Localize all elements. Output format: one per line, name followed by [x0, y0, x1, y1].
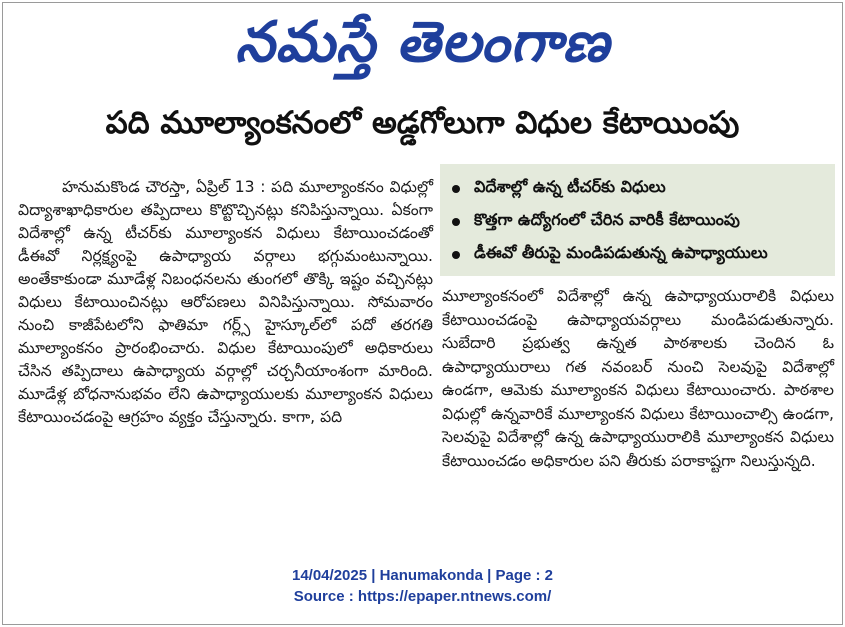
bullet-icon — [452, 251, 460, 259]
highlight-text: డీఈవో తీరుపై మండిపడుతున్న ఉపాధ్యాయులు — [474, 243, 768, 262]
bullet-icon — [452, 218, 460, 226]
highlight-item — [452, 238, 825, 271]
footer-meta: 14/04/2025 | Hanumakonda | Page : 2 — [291, 567, 553, 584]
masthead-logo: నమస్తే తెలంగాణ — [235, 10, 610, 75]
highlight-item — [452, 172, 825, 205]
highlights-box — [440, 164, 835, 276]
article-body-left — [18, 176, 433, 544]
article-headline: పది మూల్యాంకనంలో అడ్డగోలుగా విధుల కేటాయింపు — [105, 105, 740, 141]
footer-source-link[interactable]: Source : https://epaper.ntnews.com/ — [293, 588, 552, 605]
highlights-list — [452, 172, 825, 271]
article-paragraph-right: మూల్యాంకనంలో విదేశాల్లో ఉన్న ఉపాధ్యాయురాలికి విధులు కేటాయించడంపై ఉపాధ్యాయవర్గాలు మండిపడుతున్నారు. సుబేదారి ప్రభుత్వ ఉన్నత పాఠశాలకు చెందిన ఓ ఉపాధ్యాయురాలు గత నవంబర్ నుంచి సెలవుపై విదేశాల్లో ఉండగా, ఆమెకు మూల్యాంకన విధులు కేటాయించారు. పాఠశాల విధుల్లో ఉన్నవారికే మూల్యాంకన విధులు కేటాయించాల్సి ఉండగా, సెలవుపై విదేశాల్లో ఉన్న ఉపాధ్యాయురాలికి మూల్యాంకన విధులు కేటాయించడం అధికారుల పని తీరుకు పరాకాష్టగా నిలుస్తున్నది. — [442, 287, 834, 470]
article-body-right — [442, 285, 834, 541]
article-paragraph-left: హనుమకొండ చౌరస్తా, ఏప్రిల్ 13 : పది మూల్యాంకనం విధుల్లో విద్యాశాఖాధికారుల తప్పిదాలు కొట్టొచ్చినట్లు కనిపిస్తున్నాయి. ఏకంగా విదేశాల్లో ఉన్న టీచర్‌కు మూల్యాంకన విధులు కేటాయించడంతో డీఈవో నిర్లక్ష్యంపై ఉపాధ్యాయ వర్గాలు భగ్గుమంటున్నాయి. అంతేకాకుండా మూడేళ్ల నిబంధనలను తుంగలో తొక్కి ఇష్టం వచ్చినట్లు విధులు కేటాయించినట్లు ఆరోపణలు వినిపిస్తున్నాయి. సోమవారం నుంచి కాజీపేటలోని ఫాతిమా గర్ల్స్ హైస్కూల్‌లో పదో తరగతి మూల్యాంకనం ప్రారంభించారు. విధుల కేటాయింపులో అధికారులు చేసిన తప్పిదాలు ఉపాధ్యాయ వర్గాల్లో చర్చనీయాంశంగా మారింది. మూడేళ్ల బోధనానుభవం లేని ఉపాధ్యాయులకు మూల్యాంకన విధులు కేటాయించడంపై ఆగ్రహం వ్యక్తం చేస్తున్నారు. కాగా, పది — [18, 178, 433, 426]
highlight-item — [452, 205, 825, 238]
highlight-text: విదేశాల్లో ఉన్న టీచర్‌కు విధులు — [474, 177, 666, 196]
bullet-icon — [452, 185, 460, 193]
highlight-text: కొత్తగా ఉద్యోగంలో చేరిన వారికీ కేటాయింపు — [474, 210, 740, 229]
page-footer — [0, 565, 845, 607]
